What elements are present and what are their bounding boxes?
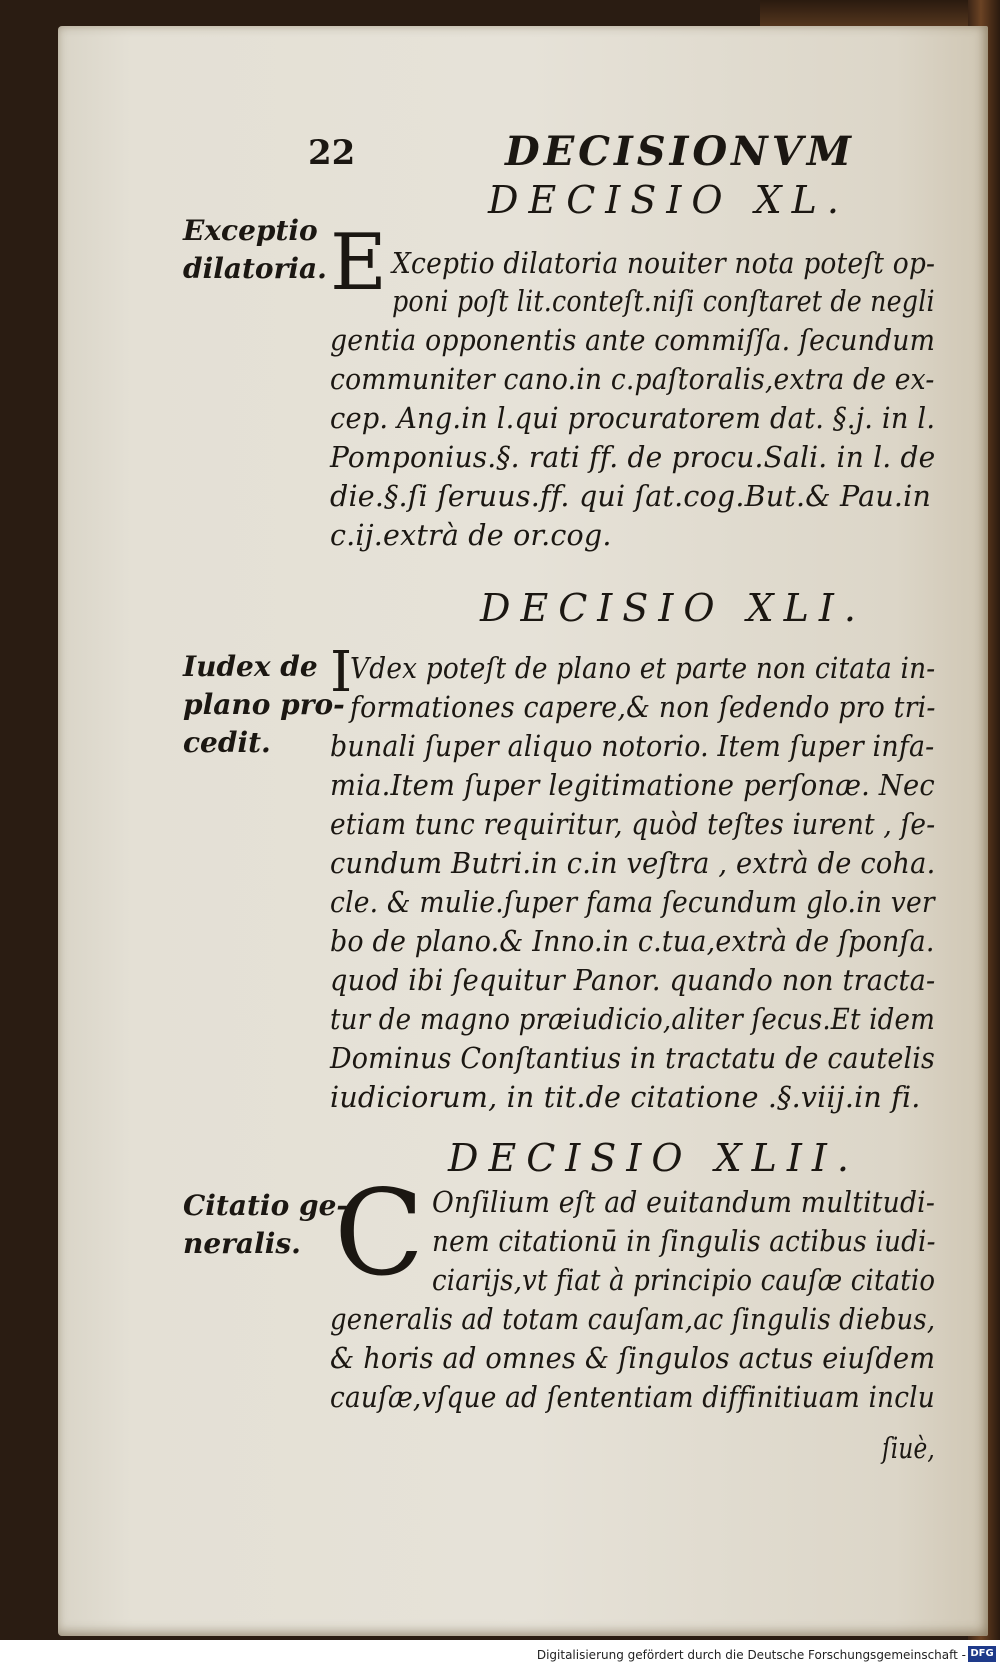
margin-note-line: Citatio ge-	[183, 1189, 349, 1222]
margin-note-line: neralis.	[183, 1227, 301, 1260]
text-line: Onſilium eſt ad euitandum multitudi-	[432, 1186, 936, 1219]
margin-note-line: cedit.	[183, 726, 271, 759]
text-line: die.§.ſi ſeruus.ff. qui ſat.cog.But.& Pau.in	[330, 480, 932, 513]
text-line: Pomponius.§. rati ff. de procu.Sali. in l. de	[330, 441, 936, 474]
text-line: communiter cano.in c.paſtoralis,extra de ex-	[330, 363, 935, 396]
drop-capital: E	[330, 218, 387, 308]
text-line: formationes capere,& non ſedendo pro tri-	[350, 691, 936, 724]
margin-note-line: Iudex de	[183, 650, 318, 683]
text-line: bunali ſuper aliquo notorio. Item ſuper infa-	[330, 730, 935, 763]
text-line: & horis ad omnes & ſingulos actus eiuſdem	[330, 1342, 936, 1375]
margin-note-line: dilatoria.	[183, 252, 327, 285]
running-head: DECISIONVM	[505, 128, 856, 175]
margin-note	[183, 212, 327, 288]
text-line: poni poſt lit.conteſt.niſi conſtaret de negli	[392, 285, 935, 318]
margin-note-line: Exceptio	[183, 214, 318, 247]
text-line: quod ibi ſequitur Panor. quando non tracta-	[330, 964, 936, 997]
text-line: cle. & mulie.ſuper fama ſecundum glo.in ver	[330, 886, 935, 919]
section-heading: DECISIO XLII.	[448, 1136, 859, 1180]
text-line: gentia opponentis ante commiſſa. ſecundum	[330, 324, 936, 357]
text-line: Dominus Conſtantius in tractatu de cautelis	[330, 1042, 936, 1075]
text-line: Xceptio dilatoria nouiter nota poteſt op-	[392, 247, 936, 280]
margin-note	[183, 648, 345, 762]
text-line: Vdex poteſt de plano et parte non citata in-	[350, 652, 936, 685]
section-heading: DECISIO XLI.	[480, 586, 866, 630]
text-line: c.ij.extrà de or.cog.	[330, 519, 612, 552]
text-line: etiam tunc requiritur, quòd teſtes iurent , ſe-	[330, 808, 936, 841]
drop-capital: I	[330, 640, 353, 705]
text-line: nem citationū in ſingulis actibus iudi-	[432, 1225, 936, 1258]
section-heading: DECISIO XL.	[488, 178, 849, 222]
text-line: generalis ad totam cauſam,ac ſingulis diebus,	[330, 1303, 936, 1336]
drop-capital: C	[334, 1164, 425, 1302]
margin-note	[183, 1187, 348, 1263]
text-line: ciarijs,vt fiat à principio cauſæ citatio	[432, 1264, 936, 1297]
page-number: 22	[308, 133, 356, 173]
text-line: iudiciorum, in tit.de citatione .§.viij.in fi.	[330, 1081, 921, 1114]
digitization-credit: Digitalisierung gefördert durch die Deutsche Forschungsgemeinschaft -	[536, 1648, 966, 1662]
text-line: tur de magno præiudicio,aliter ſecus.Et idem	[330, 1003, 936, 1036]
margin-note-line: plano pro-	[183, 688, 345, 721]
text-line: bo de plano.& Inno.in c.tua,extrà de ſponſa.	[330, 925, 935, 958]
catchword: ſiuè,	[882, 1432, 935, 1465]
text-line: cauſæ,vſque ad ſententiam diffinitiuam inclu	[330, 1381, 935, 1414]
text-line: cep. Ang.in l.qui procuratorem dat. §.j. in l.	[330, 402, 936, 435]
dfg-logo: DFG	[968, 1646, 996, 1662]
text-line: mia.Item ſuper legitimatione perſonæ. Nec	[330, 769, 935, 802]
text-line: cundum Butri.in c.in veſtra , extrà de coha.	[330, 847, 936, 880]
